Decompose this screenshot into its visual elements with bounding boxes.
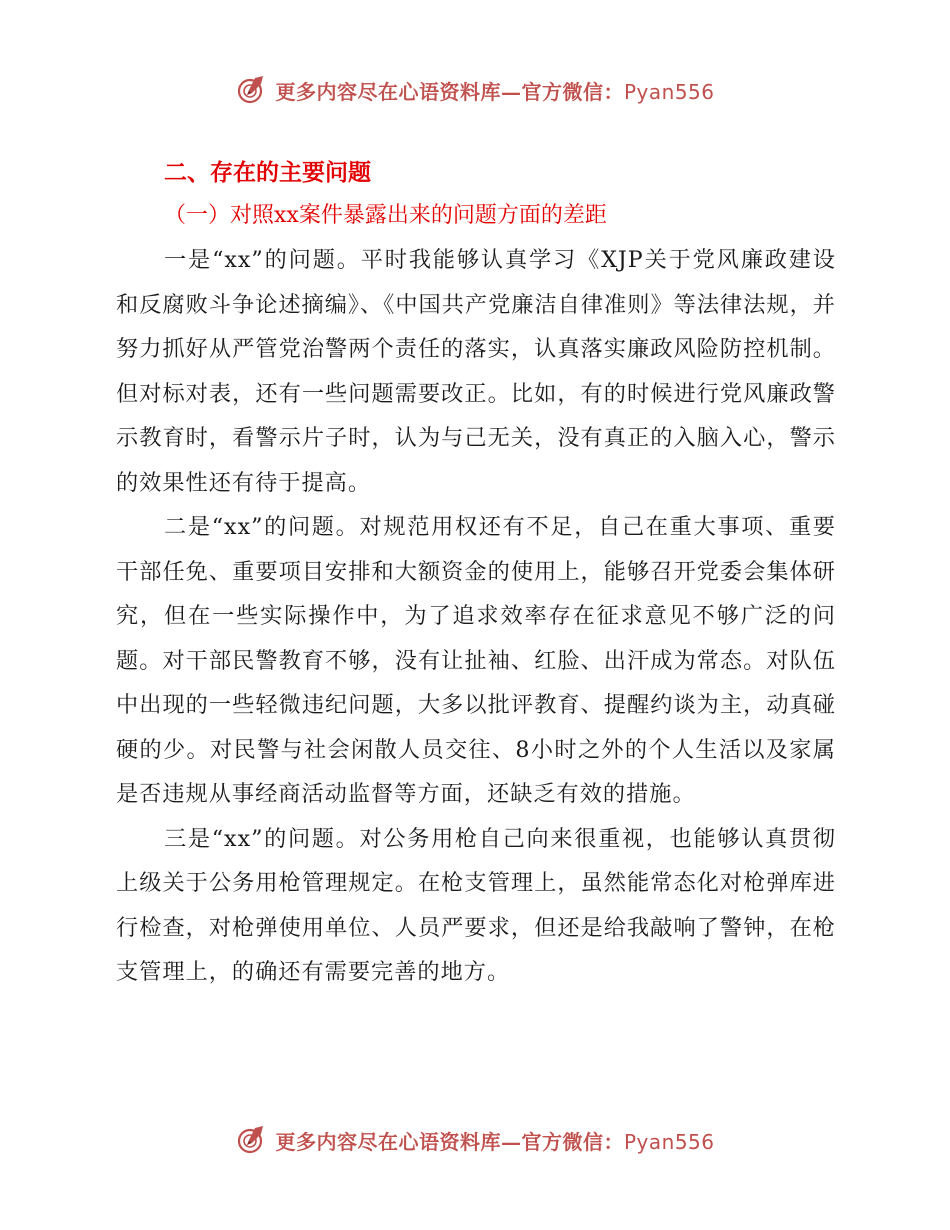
paragraph-3: 三是“xx”的问题。对公务用枪自己向来很重视，也能够认真贯彻上级关于公务用枪管理规定。在枪支管理上，虽然能常态化对枪弹库进行检查，对枪弹使用单位、人员严要求，但还是给我敲响了警钟，在枪支管理上，的确还有需要完善的地方。: [116, 825, 836, 985]
paragraph-2: 二是“xx”的问题。对规范用权还有不足，自己在重大事项、重要干部任免、重要项目安排和大额资金的使用上，能够召开党委会集体研究，但在一些实际操作中，为了追求效率存在征求意见不够广泛的问题。对干部民警教育不够，没有让扯袖、红脸、出汗成为常态。对队伍中出现的一些轻微违纪问题，大多以批评教育、提醒约谈为主，动真碰硬的少。对民警与社会闲散人员交往、8小时之外的个人生活以及家属是否违规从事经商活动监督等方面，还缺乏有效的措施。: [116, 514, 836, 807]
section-title: 二、存在的主要问题: [164, 160, 371, 186]
pen-logo-icon: [235, 74, 267, 106]
document-body: [116, 152, 836, 995]
header-watermark: [0, 70, 950, 110]
pen-logo-icon: [235, 1124, 267, 1156]
watermark-text: 更多内容尽在心语资料库—官方微信：Pyan556: [275, 79, 715, 104]
subsection-title: （一）对照xx案件暴露出来的问题方面的差距: [164, 203, 607, 228]
footer-watermark: [0, 1120, 950, 1160]
watermark-handle: Pyan556: [623, 79, 715, 104]
paragraph-1: 一是“xx”的问题。平时我能够认真学习《XJP关于党风廉政建设和反腐败斗争论述摘编》、《中国共产党廉洁自律准则》等法律法规，并努力抓好从严管党治警两个责任的落实，认真落实廉政风险防控机制。但对标对表，还有一些问题需要改正。比如，有的时候进行党风廉政警示教育时，看警示片子时，认为与己无关，没有真正的入脑入心，警示的效果性还有待于提高。: [116, 247, 836, 496]
watermark-text: 更多内容尽在心语资料库—官方微信：Pyan556: [275, 1129, 715, 1154]
watermark-handle: Pyan556: [623, 1129, 715, 1154]
